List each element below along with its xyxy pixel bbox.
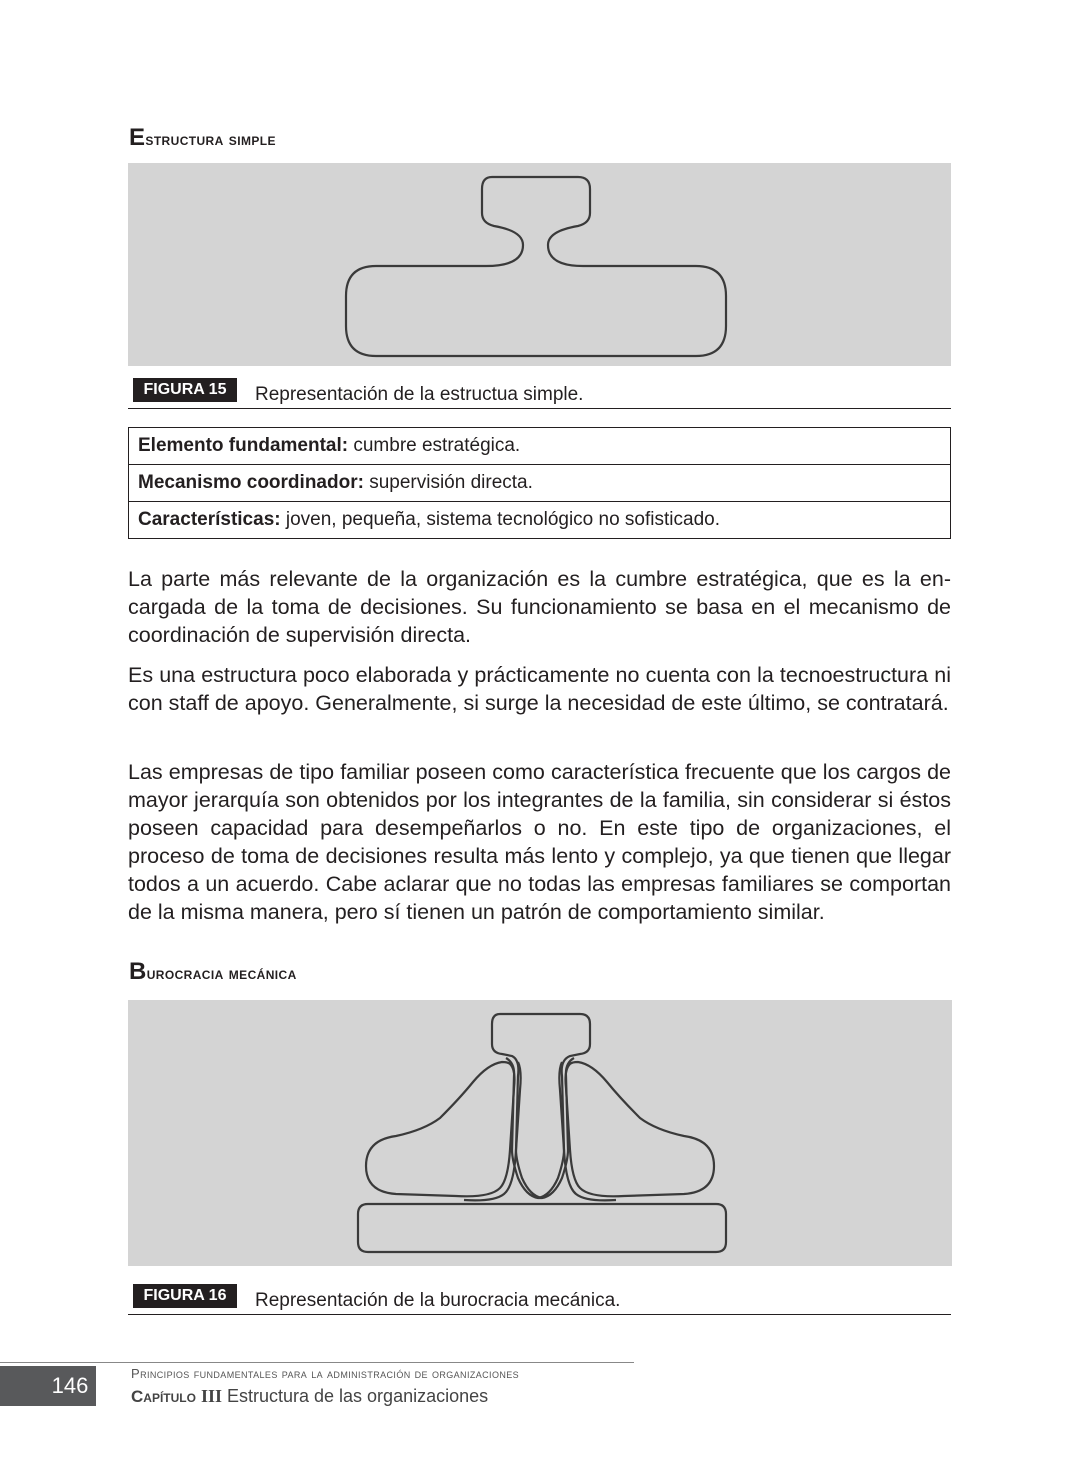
footer-chapter-word: Capítulo	[131, 1387, 196, 1406]
figure-15-caption	[128, 378, 951, 409]
row-value: supervisión directa.	[363, 472, 533, 493]
simple-structure-diagram	[128, 163, 951, 366]
row-value: joven, pequeña, sistema tecnológico no sofisticado.	[280, 509, 720, 530]
page-number: 146	[0, 1366, 96, 1406]
support-staff-shape	[566, 1062, 715, 1196]
section-heading-burocracia-mecanica: Burocracia mecánica	[129, 958, 297, 985]
figure-15-label: FIGURA 15	[133, 378, 237, 402]
row-key: Mecanismo coordinador:	[138, 472, 364, 493]
table-cell	[129, 465, 951, 502]
table-row	[129, 428, 951, 465]
table-row	[129, 465, 951, 502]
row-key: Elemento fundamental:	[138, 435, 349, 456]
figure-15-diagram	[128, 163, 951, 366]
table-row	[129, 502, 951, 539]
table-cell	[129, 428, 951, 465]
footer-chapter-number: III	[200, 1386, 222, 1406]
row-value: cumbre estratégica.	[348, 435, 521, 456]
footer-rule	[0, 1362, 634, 1363]
characteristics-table	[128, 427, 951, 539]
body-paragraph-2: Es una estructura poco elaborada y prácticamente no cuenta con la tecnoestructura ni con staff de apoyo. Generalmente, si surge la necesidad de este último, se contratará.	[128, 663, 951, 715]
footer-book-title: Principios fundamentales para la administración de organizaciones	[131, 1366, 520, 1381]
footer-chapter-title: Estructura de las organizaciones	[221, 1386, 489, 1406]
operating-core-shape	[358, 1204, 726, 1252]
figure-16-label: FIGURA 16	[133, 1284, 237, 1308]
row-key: Características:	[138, 509, 281, 530]
footer-chapter	[131, 1386, 488, 1407]
technostructure-shape	[366, 1062, 515, 1196]
section-heading-estructura-simple: Estructura simple	[129, 124, 276, 151]
figure-16-diagram	[128, 1000, 952, 1266]
figure-16-caption	[128, 1284, 951, 1315]
machine-bureaucracy-diagram	[128, 1000, 952, 1266]
body-paragraph-3: Las empresas de tipo familiar poseen como característica frecuente que los cargos de mayor jerarquía son obtenidos por los integrantes de la familia, sin considerar si éstos poseen capacidad para desempeñarlos o no. En este tipo de organizaciones, el proceso de toma de decisiones resulta más lento y complejo, ya que tienen que llegar todos a un acuerdo. Cabe aclarar que no todas las empresas familiares se comportan de la misma manera, pero sí tienen un patrón de comportamiento similar.	[128, 760, 951, 924]
table-cell	[129, 502, 951, 539]
body-paragraph-1: La parte más relevante de la organización es la cumbre estratégica, que es la encargada de la toma de decisiones. Su funcionamiento se basa en el mecanismo de coordinación de supervisión directa.	[128, 567, 951, 647]
figure-16-caption-text: Representación de la burocracia mecánica.	[255, 1290, 621, 1311]
figure-15-caption-text: Representación de la estructua simple.	[255, 384, 584, 405]
simple-structure-shape	[346, 177, 726, 356]
